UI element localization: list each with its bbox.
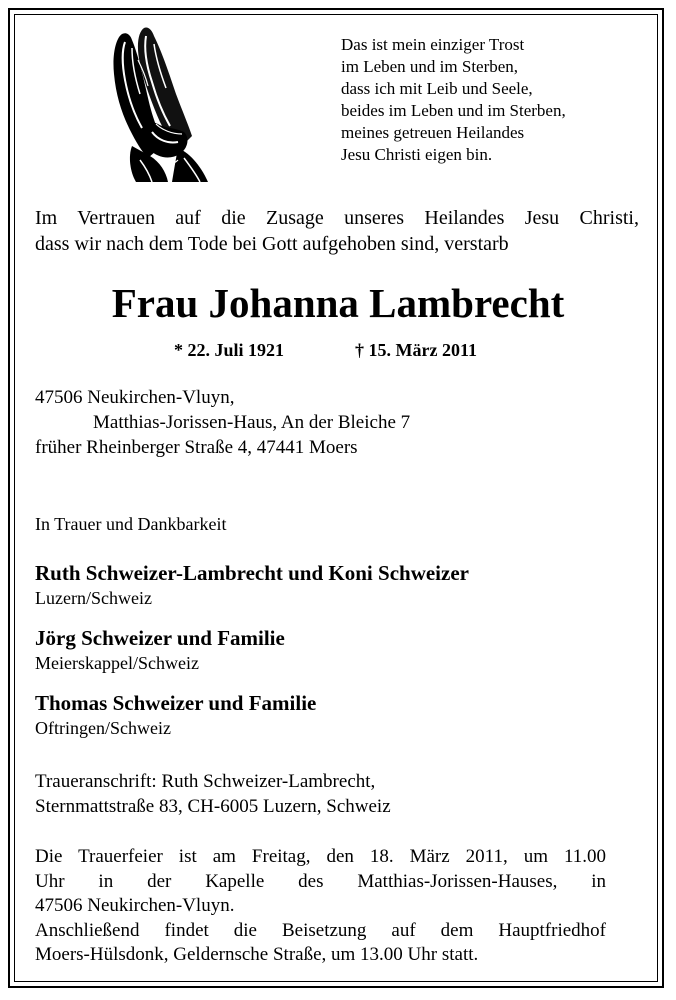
ceremony-line: Anschließend findet die Beisetzung auf dem Hauptfriedhof: [35, 919, 606, 941]
verse-block: [341, 34, 641, 166]
mourner-place: Luzern/Schweiz: [35, 588, 152, 608]
mourner-name: Thomas Schweizer und Familie: [35, 691, 317, 715]
mourning-address-line: Sternmattstraße 83, CH-6005 Luzern, Schweiz: [35, 796, 391, 817]
mourner-entry: [35, 625, 285, 675]
mourner-entry: [35, 690, 316, 740]
death-date: † 15. März 2011: [355, 340, 477, 360]
ceremony-text: [35, 845, 606, 968]
praying-hands-icon: [92, 24, 218, 186]
intro-line: Im Vertrauen auf die Zusage unseres Heilandes Jesu Christi,: [35, 207, 639, 229]
address-line: Matthias-Jorissen-Haus, An der Bleiche 7: [93, 412, 411, 433]
address-line: früher Rheinberger Straße 4, 47441 Moers: [35, 437, 358, 458]
verse-line: im Leben und im Sterben,: [341, 57, 519, 76]
mourning-line: In Trauer und Dankbarkeit: [35, 514, 227, 534]
mourner-entry: [35, 560, 469, 610]
ceremony-line: Uhr in der Kapelle des Matthias-Jorissen-Hauses, in: [35, 870, 606, 892]
ceremony-line: 47506 Neukirchen-Vluyn.: [35, 895, 235, 916]
mourner-place: Meierskappel/Schweiz: [35, 653, 199, 673]
verse-line: Jesu Christi eigen bin.: [341, 145, 493, 164]
deceased-name: Frau Johanna Lambrecht: [111, 280, 565, 326]
ceremony-line: Die Trauerfeier ist am Freitag, den 18. März 2011, um 11.00: [35, 846, 606, 867]
mourning-address-line: Traueranschrift: Ruth Schweizer-Lambrecht,: [35, 771, 376, 792]
mourner-name: Ruth Schweizer-Lambrecht und Koni Schweizer: [35, 561, 469, 585]
intro-text: [35, 205, 639, 257]
verse-line: Das ist mein einziger Trost: [341, 35, 525, 54]
ceremony-line: Moers-Hülsdonk, Geldernsche Straße, um 13.00 Uhr statt.: [35, 944, 479, 965]
residence-address: [35, 385, 410, 460]
birth-date: * 22. Juli 1921: [174, 340, 285, 360]
address-line: 47506 Neukirchen-Vluyn,: [35, 387, 235, 408]
verse-line: dass ich mit Leib und Seele,: [341, 79, 533, 98]
mourning-address: [35, 769, 391, 819]
verse-line: meines getreuen Heilandes: [341, 123, 525, 142]
mourner-name: Jörg Schweizer und Familie: [35, 626, 285, 650]
mourner-place: Oftringen/Schweiz: [35, 718, 171, 738]
verse-line: beides im Leben und im Sterben,: [341, 101, 566, 120]
intro-line: dass wir nach dem Tode bei Gott aufgehoben sind, verstarb: [35, 233, 509, 255]
